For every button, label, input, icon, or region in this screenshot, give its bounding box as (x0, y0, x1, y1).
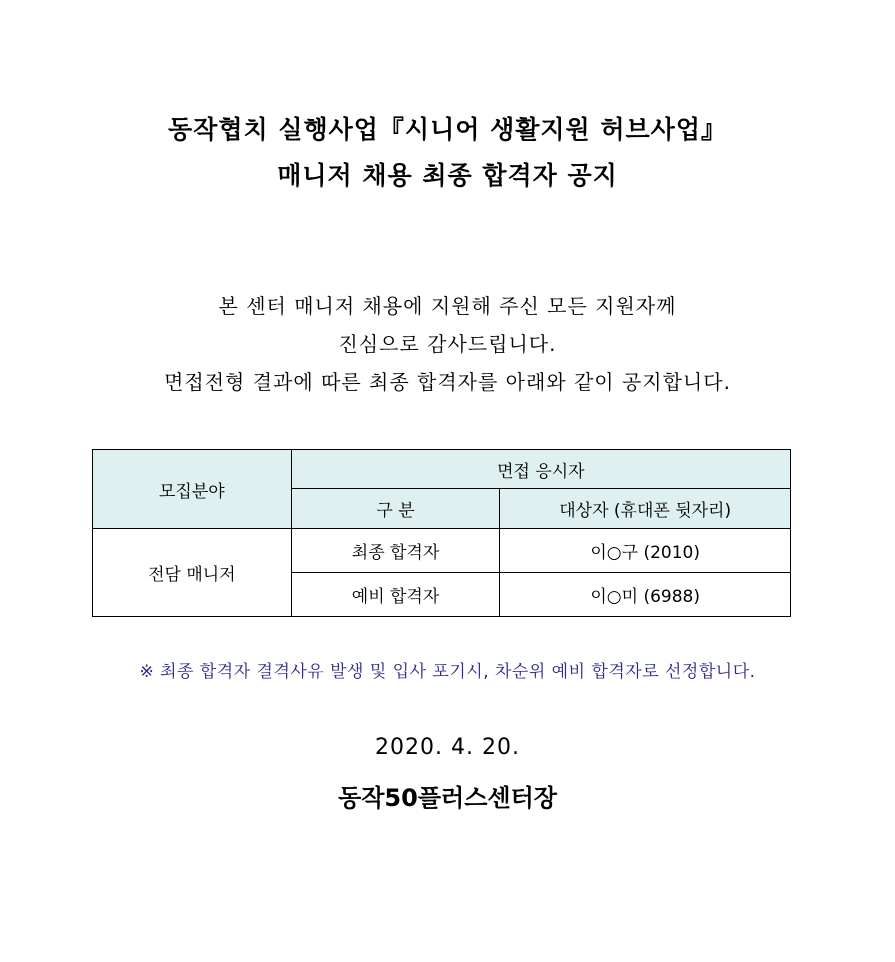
target-cell: 이○미 (6988) (500, 573, 791, 617)
header-target: 대상자 (휴대폰 뒷자리) (500, 489, 791, 529)
intro-line2: 진심으로 감사드립니다. (338, 332, 557, 356)
type-cell: 예비 합격자 (291, 573, 500, 617)
header-type: 구 분 (291, 489, 500, 529)
target-cell: 이○구 (2010) (500, 529, 791, 573)
notice-title-line2: 매니저 채용 최종 합격자 공지 (277, 161, 618, 190)
signature: 동작50플러스센터장 (338, 784, 557, 812)
notice-title-line1: 동작협치 실행사업『시니어 생활지원 허브사업』 (168, 115, 727, 144)
header-field: 모집분야 (93, 450, 292, 529)
type-cell: 최종 합격자 (291, 529, 500, 573)
intro-line3: 면접전형 결과에 따른 최종 합격자를 아래와 같이 공지합니다. (164, 370, 731, 394)
header-applicants: 면접 응시자 (291, 450, 790, 489)
disqualification-note: ※ 최종 합격자 결격사유 발생 및 입사 포기시, 차순위 예비 합격자로 선정합니다. (139, 662, 756, 682)
results-table (92, 449, 791, 617)
intro-line1: 본 센터 매니저 채용에 지원해 주신 모든 지원자께 (218, 294, 677, 318)
field-cell: 전담 매니저 (93, 529, 292, 617)
table-row (93, 529, 791, 573)
notice-date: 2020. 4. 20. (375, 735, 520, 760)
